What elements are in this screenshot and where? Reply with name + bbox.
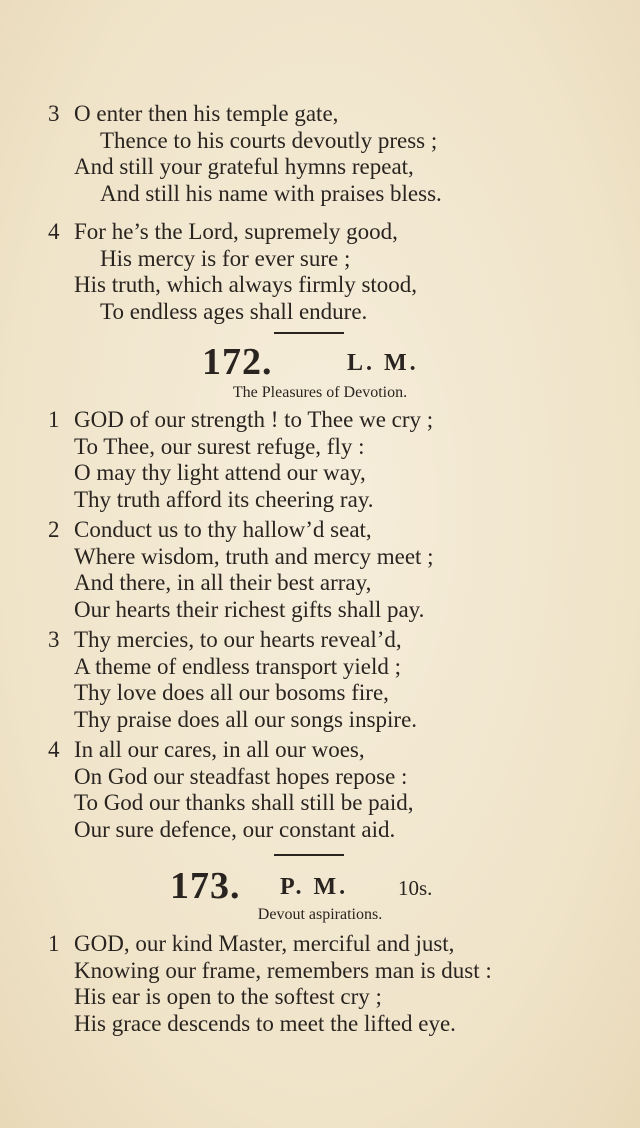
verse-line: Our hearts their richest gifts shall pay. [74, 596, 425, 622]
verse-line: His ear is open to the softest cry ; [74, 984, 382, 1009]
verse-line: GOD of our strength ! to Thee we cry ; [74, 407, 434, 432]
verse-line: Our sure defence, our constant aid. [74, 816, 396, 842]
verse-line: O enter then his temple gate, [74, 101, 339, 126]
hymn-number: 173. [170, 865, 241, 907]
hymn-title: The Pleasures of Devotion. [232, 384, 408, 401]
verse-line: GOD, our kind Master, merciful and just, [74, 931, 455, 956]
verse-number: 1 [48, 407, 60, 432]
verse-line: His truth, which always firmly stood, [74, 272, 418, 297]
verse-number: 4 [48, 219, 60, 244]
verse-line: Conduct us to thy hallow’d seat, [74, 517, 372, 542]
verse-4-top [48, 219, 608, 325]
verse-line: And still his name with praises bless. [100, 180, 442, 206]
verse-line: O may thy light attend our way, [74, 460, 366, 485]
verse-number: 2 [48, 517, 60, 542]
hymn-172-verse-1 [48, 407, 608, 513]
section-divider [274, 332, 344, 334]
verse-line: Thy praise does all our songs inspire. [74, 706, 418, 732]
hymn-172-heading [0, 340, 640, 383]
verse-line: In all our cares, in all our woes, [74, 737, 365, 762]
verse-line: To God our thanks shall still be paid, [74, 790, 414, 815]
verse-line: On God our steadfast hopes repose : [74, 763, 408, 789]
verse-line: His mercy is for ever sure ; [100, 245, 351, 271]
verse-line: Thence to his courts devoutly press ; [100, 127, 438, 153]
hymn-meter: P. M. [280, 874, 349, 900]
verse-line: Where wisdom, truth and mercy meet ; [74, 543, 434, 569]
hymn-number: 172. [202, 341, 273, 383]
hymn-172-verse-2 [48, 517, 608, 623]
verse-line: Knowing our frame, remembers man is dust : [74, 957, 492, 983]
verse-line: To Thee, our surest refuge, fly : [74, 433, 365, 459]
section-divider [274, 854, 344, 856]
verse-line: Thy truth afford its cheering ray. [74, 486, 374, 512]
hymn-173-verse-1 [48, 931, 608, 1037]
verse-line: His grace descends to meet the lifted eye. [74, 1010, 456, 1036]
verse-line: Thy mercies, to our hearts reveal’d, [74, 627, 402, 652]
verse-number: 3 [48, 627, 60, 652]
hymn-172-verse-4 [48, 737, 608, 843]
hymn-title: Devout aspirations. [257, 906, 383, 923]
hymn-172-verse-3 [48, 627, 608, 733]
verse-line: For he’s the Lord, supremely good, [74, 219, 398, 244]
verse-line: Thy love does all our bosoms fire, [74, 680, 389, 705]
verse-line: To endless ages shall endure. [100, 298, 368, 324]
verse-number: 3 [48, 101, 60, 126]
hymn-syllables: 10s. [398, 876, 433, 900]
verse-number: 1 [48, 931, 60, 956]
verse-line: And still your grateful hymns repeat, [74, 154, 414, 179]
hymn-173-heading [0, 864, 640, 907]
verse-number: 4 [48, 737, 60, 762]
hymn-meter: L. M. [347, 350, 419, 376]
verse-line: And there, in all their best array, [74, 570, 372, 595]
verse-line: A theme of endless transport yield ; [74, 653, 402, 679]
verse-3-top [48, 101, 608, 207]
